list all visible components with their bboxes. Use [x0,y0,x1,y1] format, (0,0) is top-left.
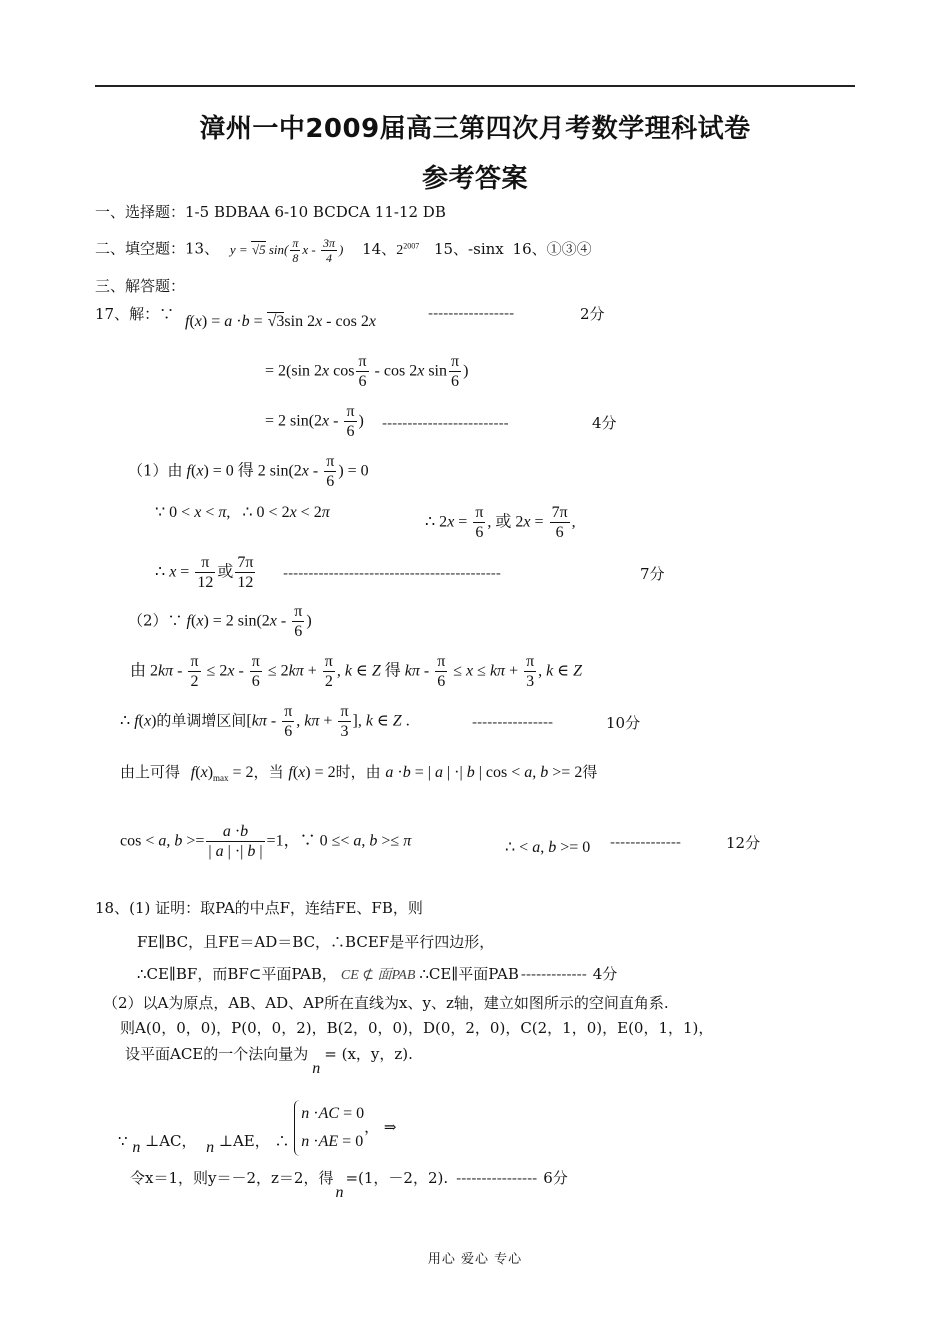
q17-score-4: 4分 [592,414,617,432]
q17-max-line: 由上可得 $f(x)_{max} = 2$，当 f(x) = 2时，由 a ·b = | a | ·| b | cos < a, b >= 2得 [120,763,598,784]
q17-score-12: 12分 [726,834,761,852]
q17-score-2: 2分 [580,305,605,323]
q17-result: ∴ < a, b >= 0 [505,839,591,856]
q15-answer: 15、-sinx [433,239,504,258]
q14-label: 14、 [362,239,397,258]
q17-score-10: 10分 [606,714,641,732]
q13-formula: y = √5 sin( $\frac{\pi}{8}$ x - $\frac{3\pi}{4}$ ) [229,236,344,266]
q17-part2: （2）∵ f(x) = 2 sin(2x - $\frac{\pi}{6}$ ) [128,603,312,640]
q17-part2-line2: 由 2kπ - $\frac{\pi}{2}$ ≤ 2x - $\frac{\pi}{6}$ ≤ 2kπ + $\frac{\pi}{2}$ , k ∈ Z 得 kπ - $\frac{\pi}{6}$ ≤ x ≤ kπ + $\frac{\pi}{3}$ , k ∈ Z [130,653,583,690]
q17-line1: f(x) = a ·b = √3sin 2x - cos 2x [185,313,376,330]
q18-line2: FE∥BC，且FE＝AD＝BC，∴BCEF是平行四边形， [137,933,495,951]
q18-normal-line: 设平面ACE的一个法向量为n= (x，y，z). [125,1045,413,1077]
q17-dashes-2: ------------------------- [382,414,509,432]
choice-answers [95,202,446,222]
q17-label: 17、解：∵ [95,305,175,323]
fill-answers [95,232,592,272]
section3-label: 三、解答题： [95,277,186,295]
q17-line2: = 2(sin 2x cos $\frac{\pi}{6}$ - cos 2x sin $\frac{\pi}{6}$ ) [265,353,469,390]
section-label: 一、选择题： [95,203,186,221]
q17-part1-line3: ∴ x = $\frac{\pi}{12}$ 或 $\frac{7\pi}{12}$ [155,554,254,591]
q17-score-7: 7分 [640,565,665,583]
q18-coords: 则A(0，0，0)，P(0，0，2)，B(2，0，0)，D(0，2，0)，C(2，1，0)，E(0，1，1)， [120,1019,714,1037]
q17-dashes-1: ----------------- [428,304,515,322]
q18-intro: 18、(1) 证明：取PA的中点F，连结FE、FB，则 [95,899,423,917]
q18-part2: （2）以A为原点，AB、AD、AP所在直线为x、y、z轴，建立如图所示的空间直角系. [103,994,669,1012]
q13-label: 13、 [185,239,220,258]
q17-part2-line3: ∴ f(x)的单调增区间[kπ - $\frac{\pi}{6}$ , kπ + $\frac{\pi}{3}$ ], k ∈ Z . [120,703,410,740]
q18-line3: ∴CE∥BF，而BF⊂平面PAB， CE ⊄ 面PAB ∴CE∥平面PAB ------------- 4分 [137,965,618,983]
q17-dashes-5: -------------- [610,833,681,851]
q17-dashes-4: ---------------- [472,713,554,731]
equation-system: n ·AC = 0 n ·AE = 0 [294,1100,364,1156]
q17-line3: = 2 sin(2x - $\frac{\pi}{6}$ ) [265,403,364,440]
q17-dashes-3: ------------------------------------------- [283,564,501,582]
q18-system-line: ∵ n ⊥AC， n ⊥AE， ∴ n ·AC = 0 n ·AE = 0， ⇒ [118,1100,396,1156]
q14-formula: $2^{2007}$ [396,241,420,258]
page-subtitle: 参考答案 [421,164,528,194]
q17-cos-line: cos < a, b >= $\frac{a \cdot b}{| a | \cdot| b |}$ =1，∵ 0 ≤< a, b >≤ π [120,823,412,860]
page-footer: 用心 爱心 专心 [427,1252,523,1267]
q17-part1-line2: ∵ 0 < x < π, ∴ 0 < 2x < 2π [155,504,330,521]
q17-part1: （1）由 f(x) = 0 得 2 sin(2x - $\frac{\pi}{6}$ ) = 0 [128,453,369,490]
q18-let-line: 令x＝1，则y＝－2，z＝2，得n=(1，－2，2). ---------------- 6分 [130,1169,568,1201]
section-label: 二、填空题： [95,239,186,258]
q17-part1-line2b: ∴ 2x = $\frac{\pi}{6}$ , 或 2x = $\frac{7\pi}{6}$ , [425,504,576,541]
q16-answer: 16、①③④ [512,239,592,258]
page-title: 漳州一中2009届高三第四次月考数学理科试卷 [199,114,751,144]
choice-content: 1-5 BDBAA 6-10 BCDCA 11-12 DB [185,203,446,221]
top-rule [95,85,855,87]
